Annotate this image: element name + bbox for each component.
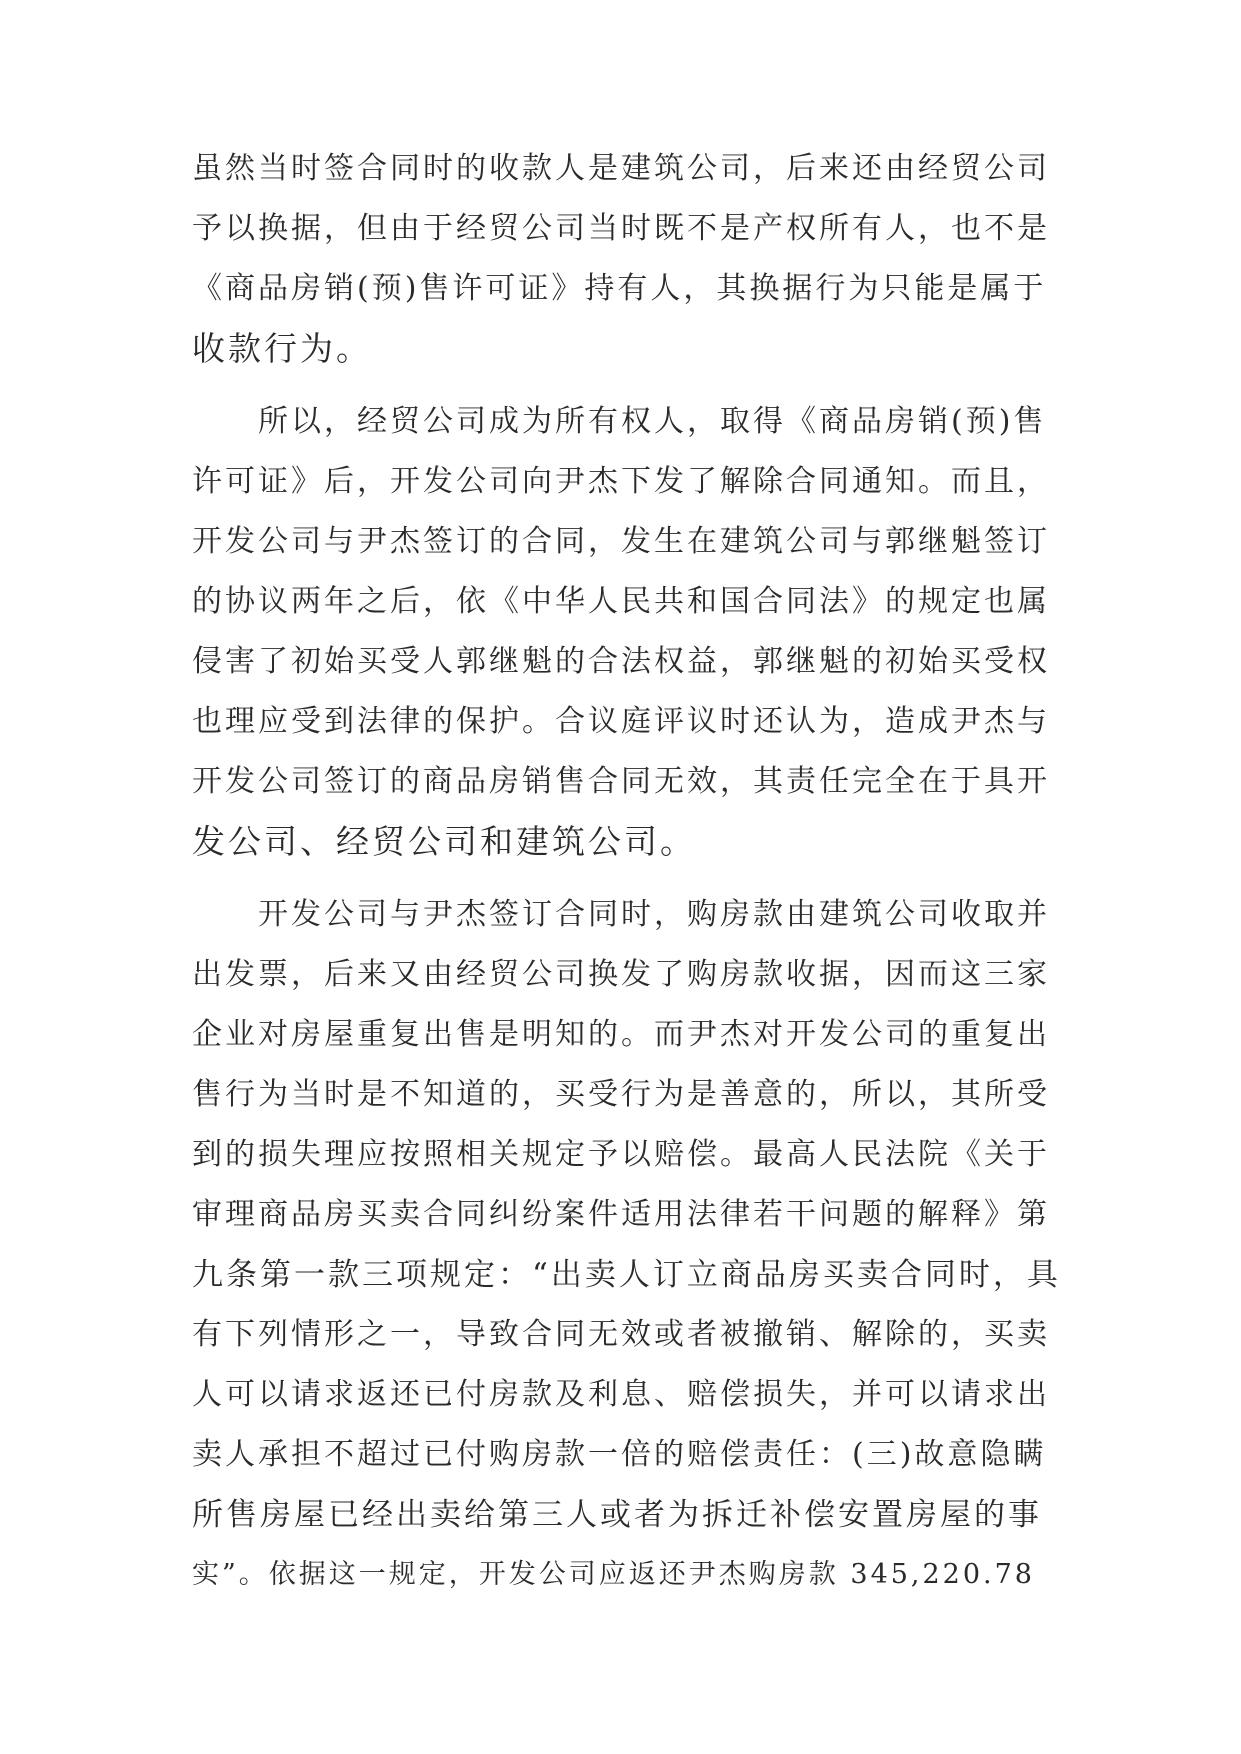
text-line: 收款行为。 — [192, 329, 372, 368]
text-line: 也理应受到法律的保护。合议庭评议时还认为，造成尹杰与 — [192, 704, 1050, 739]
text-line: 许可证》后，开发公司向尹杰下发了解除合同通知。而且， — [192, 464, 1050, 499]
text-line: 实”。依据这一规定，开发公司应返还尹杰购房款 345,220.78 — [192, 1559, 1035, 1590]
text-line: 人可以请求返还已付房款及利息、赔偿损失，并可以请求出 — [192, 1377, 1050, 1412]
text-line: 所以，经贸公司成为所有权人，取得《商品房销(预)售 — [258, 404, 1047, 439]
text-line: 九条第一款三项规定：“出卖人订立商品房买卖合同时，具 — [192, 1257, 1061, 1293]
text-line: 侵害了初始买受人郭继魁的合法权益，郭继魁的初始买受权 — [192, 644, 1050, 679]
text-line: 的协议两年之后，依《中华人民共和国合同法》的规定也属 — [192, 584, 1050, 619]
text-line: 所售房屋已经出卖给第三人或者为拆迁补偿安置房屋的事 — [192, 1497, 1042, 1533]
text-line: 有下列情形之一，导致合同无效或者被撤销、解除的，买卖 — [192, 1317, 1050, 1352]
text-line: 售行为当时是不知道的，买受行为是善意的，所以，其所受 — [192, 1077, 1050, 1112]
text-line: 《商品房销(预)售许可证》持有人，其换据行为只能是属于 — [192, 271, 1047, 306]
text-line: 开发公司签订的商品房销售合同无效，其责任完全在于具开 — [192, 764, 1050, 799]
text-line: 出发票，后来又由经贸公司换发了购房款收据，因而这三家 — [192, 957, 1050, 992]
text-line: 予以换据，但由于经贸公司当时既不是产权所有人，也不是 — [192, 211, 1050, 246]
text-line: 虽然当时签合同时的收款人是建筑公司，后来还由经贸公司 — [192, 151, 1050, 186]
text-line: 到的损失理应按照相关规定予以赔偿。最高人民法院《关于 — [192, 1137, 1050, 1172]
text-line: 企业对房屋重复出售是明知的。而尹杰对开发公司的重复出 — [192, 1017, 1050, 1052]
text-line: 发公司、经贸公司和建筑公司。 — [192, 822, 696, 861]
text-line: 审理商品房买卖合同纠纷案件适用法律若干问题的解释》第 — [192, 1197, 1050, 1232]
text-line: 开发公司与尹杰签订的合同，发生在建筑公司与郭继魁签订 — [192, 524, 1050, 559]
text-line: 卖人承担不超过已付购房款一倍的赔偿责任：(三)故意隐瞒 — [192, 1437, 1047, 1472]
text-line: 开发公司与尹杰签订合同时，购房款由建筑公司收取并 — [258, 897, 1050, 932]
